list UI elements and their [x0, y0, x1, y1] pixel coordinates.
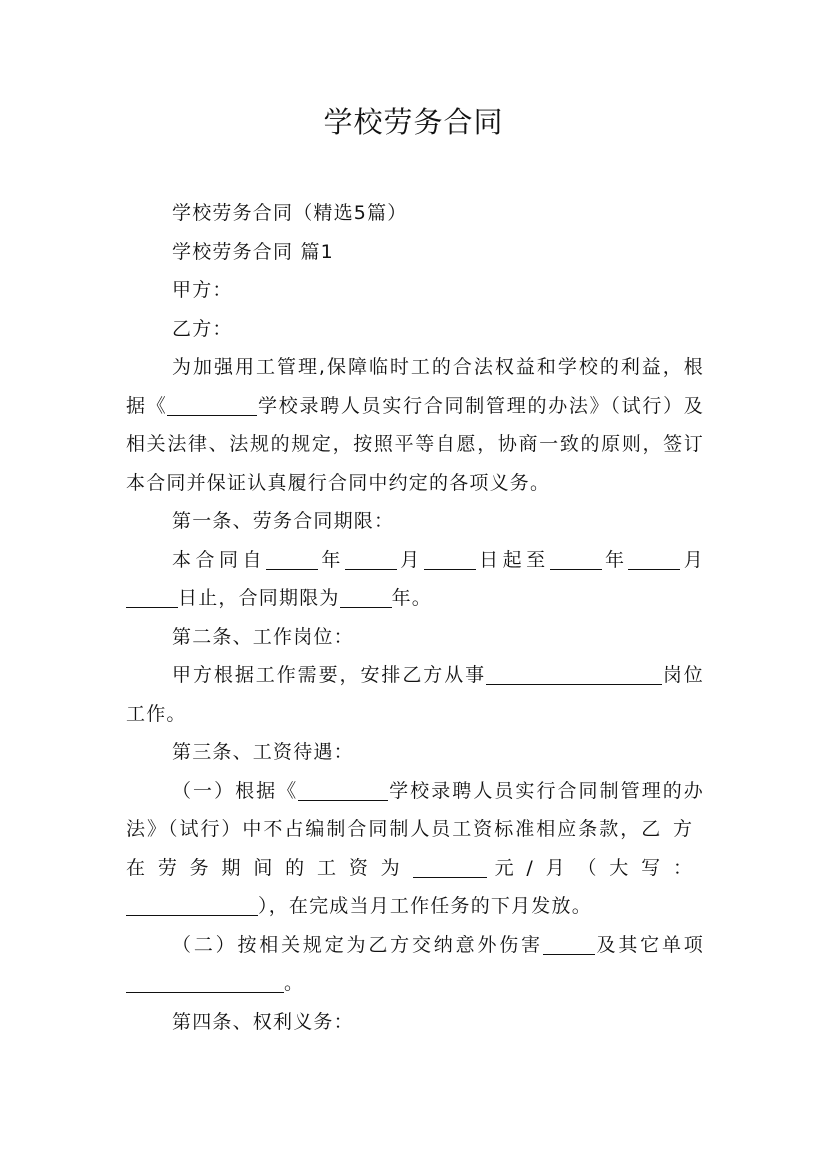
article-2-heading: 第二条、工作岗位：: [172, 625, 354, 648]
blank-field[interactable]: [345, 547, 397, 570]
art3-item2-text-3: 。: [284, 972, 305, 994]
article-3-item-1: [126, 772, 704, 926]
art3-item1-text-3: 乙方在劳务期间的工资为: [126, 818, 704, 879]
subtitle: 学校劳务合同（精选5篇）: [172, 202, 408, 224]
article-2-paragraph: [126, 656, 704, 733]
art3-item1-text-1: （一）根据《: [172, 779, 299, 802]
intro-text-1: 为加强用工管理,保障临时工的合法权益和学校的利益，根据《: [126, 356, 704, 417]
article-1-paragraph: [126, 541, 704, 618]
blank-field[interactable]: [126, 893, 258, 916]
art3-item2-text-2: 及其它单项: [594, 933, 704, 956]
blank-field[interactable]: [266, 547, 318, 570]
article-1-heading: 第一条、劳务合同期限：: [172, 510, 395, 532]
art1-text-4: 日起至: [475, 548, 550, 571]
blank-field[interactable]: [126, 585, 178, 608]
blank-field[interactable]: [424, 547, 476, 570]
art3-item1-text-5: ），在完成当月工作任务的下月发放。: [258, 895, 592, 917]
art1-text-2: 年: [318, 548, 345, 571]
blank-field[interactable]: [543, 932, 595, 955]
blank-field[interactable]: [126, 970, 284, 993]
art1-text-1: 本合同自: [172, 548, 267, 571]
blank-field[interactable]: [550, 547, 602, 570]
blank-field[interactable]: [298, 778, 388, 801]
blank-field[interactable]: [486, 662, 662, 685]
art3-item2-text-1: （二）按相关规定为乙方交纳意外伤害: [172, 933, 543, 956]
art3-item1-text-4: 元/月（大写：: [494, 856, 704, 879]
article-4-heading: 第四条、权利义务：: [172, 1010, 354, 1033]
blank-field[interactable]: [340, 585, 392, 608]
party-a-label: 甲方：: [172, 279, 233, 301]
blank-field[interactable]: [628, 547, 680, 570]
art3-item1-text-2: 学校录聘人员实行合同制管理的办法》（试行）中不占编制合同制人员工资标准相应条款，: [126, 779, 704, 840]
article-3-item-2: [126, 926, 704, 1003]
art1-text-7: 日止，合同期限为: [178, 587, 340, 609]
intro-paragraph: [126, 348, 704, 502]
art1-text-8: 年。: [391, 587, 433, 609]
art1-text-5: 年: [601, 548, 629, 571]
art2-text-1: 甲方根据工作需要，安排乙方从事: [172, 664, 487, 686]
blank-field[interactable]: [413, 855, 487, 878]
blank-field[interactable]: [167, 393, 257, 416]
party-b-label: 乙方：: [172, 317, 233, 340]
chapter-heading: 学校劳务合同 篇1: [172, 240, 334, 263]
art1-text-6: 月: [680, 548, 705, 571]
intro-text-2: 学校录聘人员实行合同制管理的办法》（试行）及相关法律、法规的规定，按照平等自愿，协商一致的原则，签订本合同并保证认真履行合同中约定的各项义务。: [126, 394, 705, 494]
art2-text-2: 岗位工作。: [126, 664, 704, 725]
art1-text-3: 月: [396, 548, 424, 571]
article-3-heading: 第三条、工资待遇：: [172, 741, 354, 763]
document-body: [126, 194, 704, 1041]
document-title: 学校劳务合同: [323, 105, 504, 139]
